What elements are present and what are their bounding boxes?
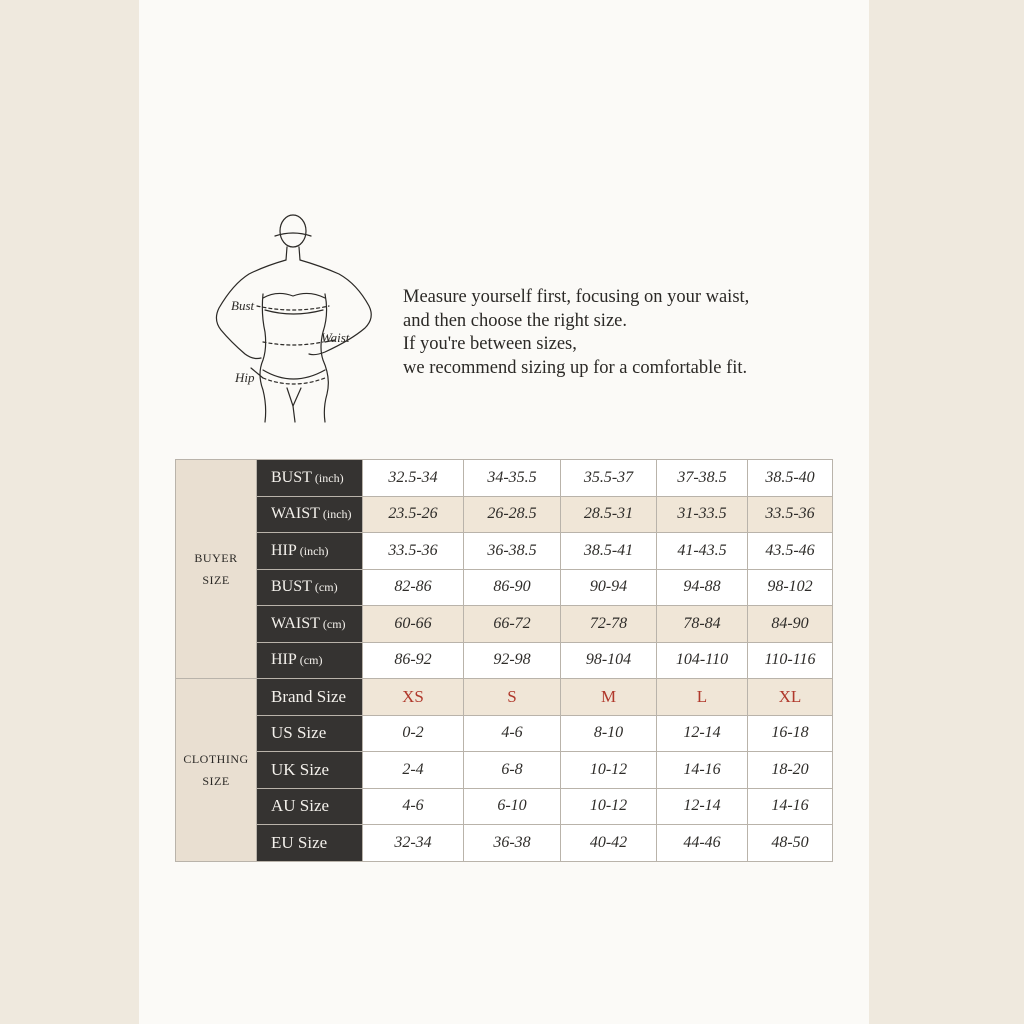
brand-size-cell: M	[561, 679, 657, 716]
brand-size-cell: L	[657, 679, 748, 716]
table-cell: 36-38.5	[464, 533, 561, 570]
table-cell: 28.5-31	[561, 496, 657, 533]
table-row	[176, 569, 833, 606]
row-label: EU Size	[257, 825, 363, 862]
bust-label: Bust	[231, 298, 255, 313]
brand-size-cell: XS	[363, 679, 464, 716]
table-row	[176, 460, 833, 497]
table-row	[176, 679, 833, 716]
table-cell: 16-18	[748, 715, 833, 752]
background-right	[869, 0, 1024, 1024]
table-cell: 6-10	[464, 788, 561, 825]
table-cell: 41-43.5	[657, 533, 748, 570]
body-measurement-illustration	[205, 210, 390, 425]
table-cell: 14-16	[748, 788, 833, 825]
table-row	[176, 788, 833, 825]
background-left	[0, 0, 139, 1024]
instruction-line: If you're between sizes,	[403, 334, 577, 354]
row-label: US Size	[257, 715, 363, 752]
table-cell: 72-78	[561, 606, 657, 643]
table-row	[176, 606, 833, 643]
table-cell: 4-6	[363, 788, 464, 825]
table-cell: 10-12	[561, 752, 657, 789]
size-chart-table	[175, 459, 833, 862]
table-cell: 31-33.5	[657, 496, 748, 533]
instruction-line: Measure yourself first, focusing on your waist,	[403, 287, 750, 307]
table-cell: 26-28.5	[464, 496, 561, 533]
row-label: AU Size	[257, 788, 363, 825]
table-row	[176, 825, 833, 862]
table-cell: 86-92	[363, 642, 464, 679]
table-cell: 10-12	[561, 788, 657, 825]
table-cell: 38.5-40	[748, 460, 833, 497]
row-label: WAIST (cm)	[257, 606, 363, 643]
table-cell: 18-20	[748, 752, 833, 789]
table-cell: 94-88	[657, 569, 748, 606]
brand-size-cell: S	[464, 679, 561, 716]
row-label: Brand Size	[257, 679, 363, 716]
table-cell: 48-50	[748, 825, 833, 862]
table-cell: 98-104	[561, 642, 657, 679]
table-cell: 14-16	[657, 752, 748, 789]
table-cell: 60-66	[363, 606, 464, 643]
table-cell: 33.5-36	[748, 496, 833, 533]
table-cell: 37-38.5	[657, 460, 748, 497]
table-row	[176, 715, 833, 752]
table-cell: 12-14	[657, 788, 748, 825]
buyer-size-group-label: BUYER SIZE	[176, 460, 257, 679]
table-row	[176, 752, 833, 789]
brand-size-cell: XL	[748, 679, 833, 716]
row-label: WAIST (inch)	[257, 496, 363, 533]
table-row	[176, 496, 833, 533]
table-cell: 84-90	[748, 606, 833, 643]
table-cell: 104-110	[657, 642, 748, 679]
table-cell: 40-42	[561, 825, 657, 862]
row-label: BUST (inch)	[257, 460, 363, 497]
waist-label: Waist	[321, 330, 350, 345]
table-cell: 34-35.5	[464, 460, 561, 497]
table-cell: 35.5-37	[561, 460, 657, 497]
instruction-line: and then choose the right size.	[403, 310, 627, 331]
measuring-instructions	[403, 286, 833, 380]
table-cell: 78-84	[657, 606, 748, 643]
table-cell: 82-86	[363, 569, 464, 606]
table-cell: 23.5-26	[363, 496, 464, 533]
table-cell: 8-10	[561, 715, 657, 752]
table-cell: 110-116	[748, 642, 833, 679]
table-cell: 90-94	[561, 569, 657, 606]
hip-label: Hip	[235, 370, 255, 385]
table-cell: 44-46	[657, 825, 748, 862]
table-cell: 0-2	[363, 715, 464, 752]
table-cell: 33.5-36	[363, 533, 464, 570]
row-label: HIP (cm)	[257, 642, 363, 679]
row-label: HIP (inch)	[257, 533, 363, 570]
table-cell: 38.5-41	[561, 533, 657, 570]
row-label: UK Size	[257, 752, 363, 789]
table-cell: 43.5-46	[748, 533, 833, 570]
table-cell: 36-38	[464, 825, 561, 862]
table-cell: 12-14	[657, 715, 748, 752]
table-cell: 92-98	[464, 642, 561, 679]
instruction-line: we recommend sizing up for a comfortable fit.	[403, 357, 748, 378]
table-cell: 6-8	[464, 752, 561, 789]
table-cell: 2-4	[363, 752, 464, 789]
table-cell: 32-34	[363, 825, 464, 862]
table-cell: 4-6	[464, 715, 561, 752]
table-row	[176, 533, 833, 570]
row-label: BUST (cm)	[257, 569, 363, 606]
table-cell: 86-90	[464, 569, 561, 606]
table-cell: 98-102	[748, 569, 833, 606]
table-cell: 66-72	[464, 606, 561, 643]
table-cell: 32.5-34	[363, 460, 464, 497]
clothing-size-group-label: CLOTHING SIZE	[176, 679, 257, 862]
table-row	[176, 642, 833, 679]
